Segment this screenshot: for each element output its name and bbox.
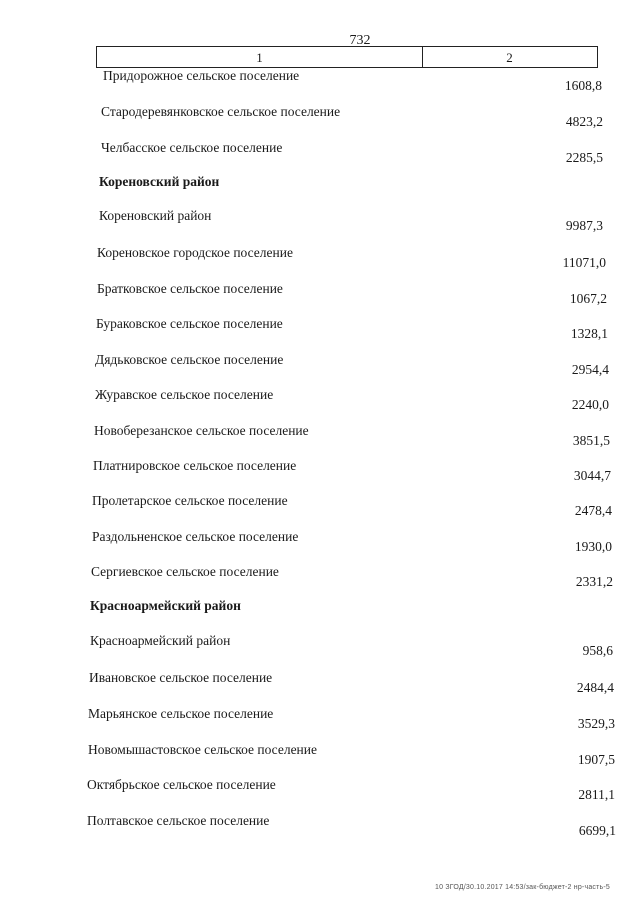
- column-header-1: 1: [97, 47, 423, 67]
- settlement-name: Придорожное сельское поселение: [103, 68, 300, 83]
- amount-value: 2285,5: [565, 150, 603, 165]
- settlement-name: Сергиевское сельское поселение: [91, 564, 279, 579]
- amount-value: 4823,2: [565, 114, 603, 129]
- settlement-name: Красноармейский район: [90, 633, 231, 648]
- settlement-name: Кореновский район: [99, 208, 212, 223]
- table-row: [0, 281, 640, 317]
- table-row: [0, 245, 640, 281]
- settlement-name: Бураковское сельское поселение: [96, 316, 283, 331]
- amount-value: 3851,5: [572, 433, 610, 448]
- amount-value: 9987,3: [565, 218, 603, 233]
- table-row: [0, 352, 640, 388]
- amount-value: 1067,2: [569, 291, 607, 306]
- table-row: [0, 493, 640, 529]
- footer-stamp: 10 ЗГОД/30.10.2017 14:53/зак-бюджет-2 нр-часть-5: [435, 884, 610, 891]
- amount-value: 2478,4: [574, 503, 612, 518]
- table-row: [0, 68, 640, 104]
- amount-value: 1608,8: [564, 78, 602, 93]
- table-row: [0, 564, 640, 600]
- settlement-name: Новоберезанское сельское поселение: [94, 423, 309, 438]
- settlement-name: Челбасское сельское поселение: [101, 140, 283, 155]
- amount-value: 2331,2: [575, 574, 613, 589]
- amount-value: 1328,1: [570, 326, 608, 341]
- settlement-name: Дядьковское сельское поселение: [95, 352, 284, 367]
- table-row: [0, 316, 640, 352]
- table-row: [0, 458, 640, 494]
- table-row: [0, 387, 640, 423]
- section-heading: Кореновский район: [99, 174, 220, 189]
- settlement-name: Новомышастовское сельское поселение: [88, 742, 317, 757]
- table-row: [0, 423, 640, 459]
- column-header-2: 2: [506, 50, 513, 65]
- settlement-name: Стародеревянковское сельское поселение: [101, 104, 341, 119]
- table-row: [0, 742, 640, 778]
- table-row: [0, 529, 640, 565]
- settlement-name: Полтавское сельское поселение: [87, 813, 270, 828]
- settlement-name: Платнировское сельское поселение: [93, 458, 297, 473]
- settlement-name: Марьянское сельское поселение: [88, 706, 274, 721]
- table-row: [0, 813, 640, 849]
- settlement-name: Ивановское сельское поселение: [89, 670, 273, 685]
- settlement-name: Кореновское городское поселение: [97, 245, 293, 260]
- amount-value: 6699,1: [578, 823, 616, 838]
- amount-value: 2240,0: [571, 397, 609, 412]
- table-row: [0, 140, 640, 176]
- table-row: [0, 670, 640, 706]
- settlement-name: Пролетарское сельское поселение: [92, 493, 288, 508]
- settlement-name: Братковское сельское поселение: [97, 281, 283, 296]
- settlement-name: Октябрьское сельское поселение: [87, 777, 276, 792]
- table-row: [0, 633, 640, 669]
- page-number: 732: [349, 33, 371, 48]
- amount-value: 3529,3: [577, 716, 615, 731]
- amount-value: 958,6: [582, 643, 613, 658]
- amount-value: 2954,4: [571, 362, 609, 377]
- settlement-name: Раздольненское сельское поселение: [92, 529, 299, 544]
- amount-value: 2484,4: [576, 680, 614, 695]
- table-row: [0, 104, 640, 140]
- table-row: [0, 777, 640, 813]
- settlement-name: Журавское сельское поселение: [95, 387, 274, 402]
- section-heading-row: [0, 598, 640, 634]
- amount-value: 1930,0: [574, 539, 612, 554]
- amount-value: 11071,0: [562, 255, 606, 270]
- section-heading: Красноармейский район: [90, 598, 241, 613]
- table-header: [96, 46, 598, 68]
- table-row: [0, 208, 640, 244]
- amount-value: 3044,7: [573, 468, 611, 483]
- section-heading-row: [0, 174, 640, 210]
- amount-value: 2811,1: [578, 787, 615, 802]
- table-row: [0, 706, 640, 742]
- amount-value: 1907,5: [577, 752, 615, 767]
